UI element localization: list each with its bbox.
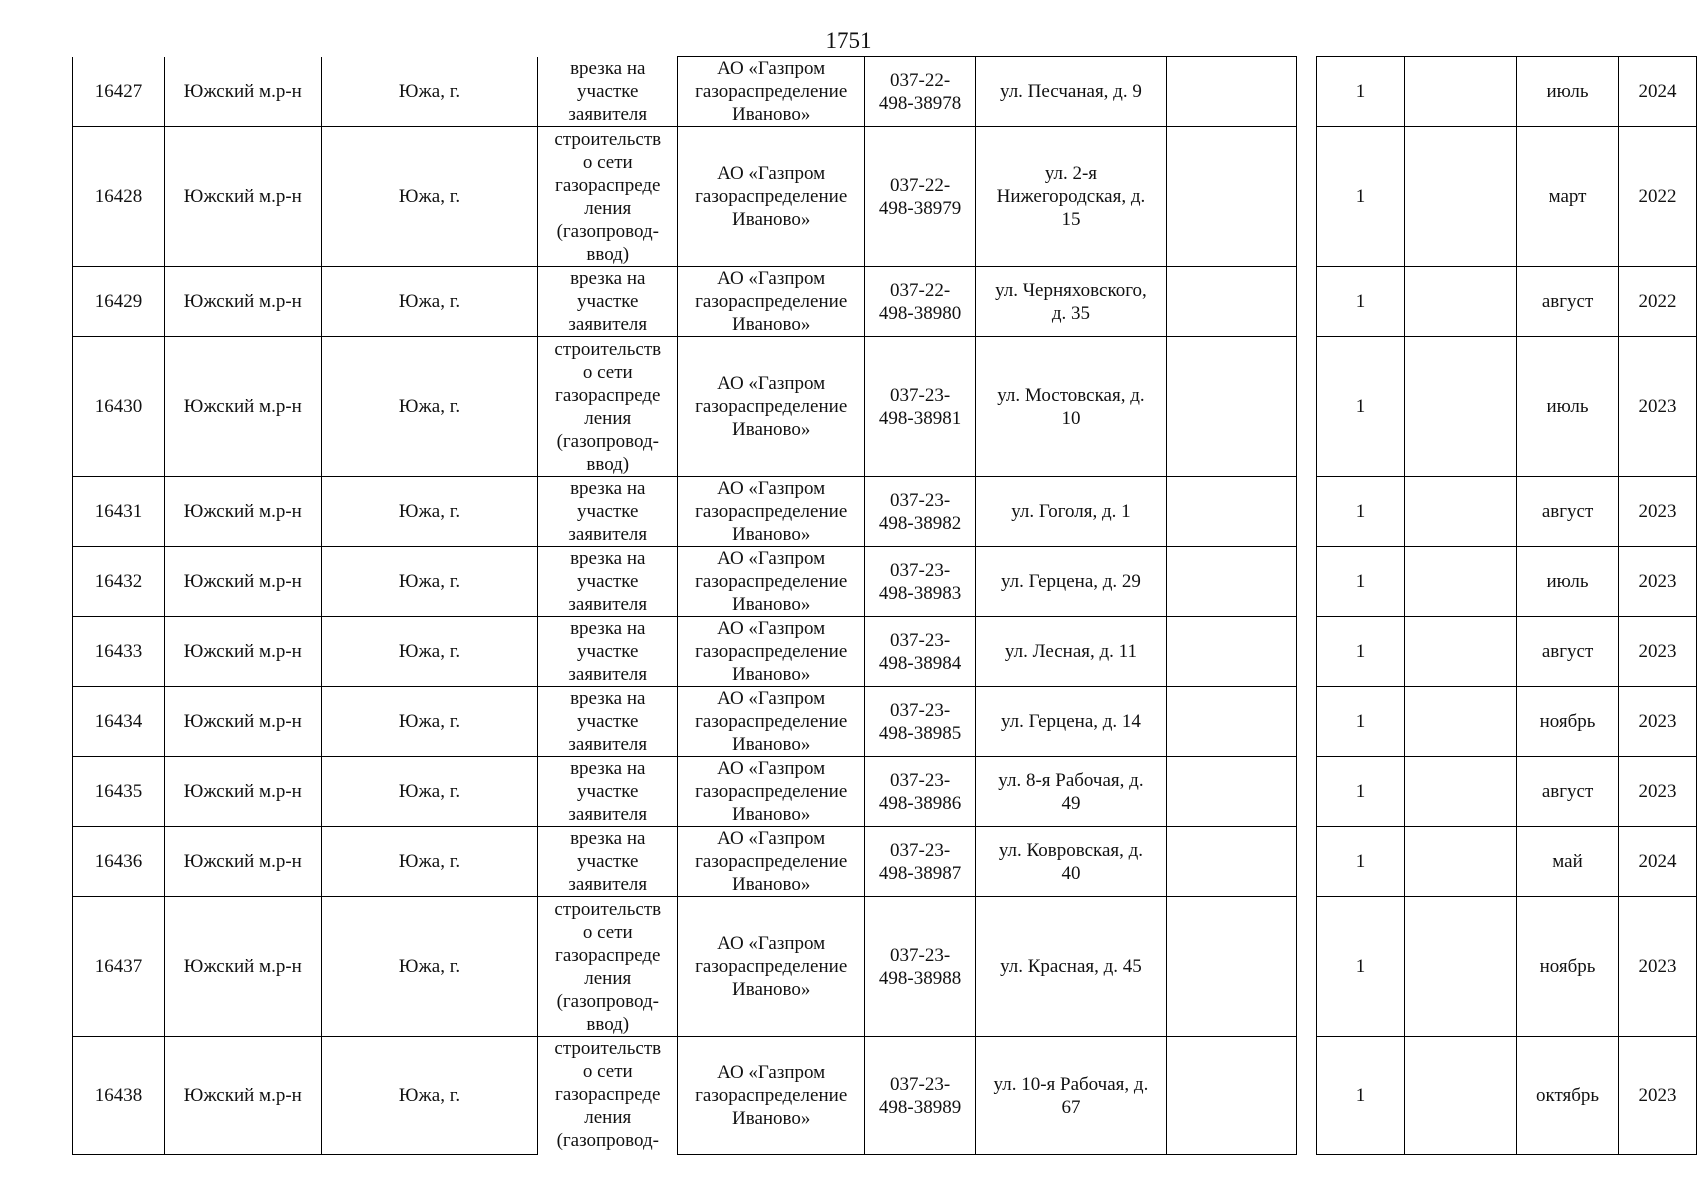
- month-cell: [1517, 687, 1619, 757]
- work-type-text: строительств о сети газораспреде ления (газопровод- ввод): [554, 338, 662, 475]
- application-code-cell: [865, 687, 976, 757]
- year-cell: [1619, 617, 1697, 687]
- empty-cell: [1166, 547, 1296, 617]
- year-text: 2023: [1638, 1085, 1677, 1106]
- locality-cell: [321, 267, 538, 337]
- year-text: 2023: [1638, 501, 1677, 522]
- empty-cell: [1405, 337, 1517, 477]
- work-type-cell: [538, 127, 678, 267]
- organization-cell: [678, 337, 865, 477]
- row-number-text: 16434: [94, 711, 143, 732]
- table-row: [73, 57, 1697, 127]
- locality-text: Южа, г.: [398, 781, 461, 802]
- application-code-cell: [865, 337, 976, 477]
- row-number-cell: [73, 687, 165, 757]
- address-cell: [976, 57, 1167, 127]
- year-cell: [1619, 127, 1697, 267]
- organization-text: АО «Газпром газораспределение Иваново»: [695, 688, 848, 755]
- table-row: [73, 687, 1697, 757]
- quantity-cell: [1316, 687, 1405, 757]
- organization-cell: [678, 687, 865, 757]
- column-gap: [1296, 337, 1316, 477]
- organization-text: АО «Газпром газораспределение Иваново»: [695, 548, 848, 615]
- year-text: 2022: [1638, 186, 1677, 207]
- empty-cell: [1405, 127, 1517, 267]
- month-text: ноябрь: [1539, 956, 1596, 977]
- work-type-cell: [538, 897, 678, 1037]
- application-code-text: 037-22- 498-38978: [878, 69, 962, 114]
- work-type-cell: [538, 547, 678, 617]
- organization-cell: [678, 897, 865, 1037]
- empty-cell: [1166, 337, 1296, 477]
- month-text: август: [1541, 641, 1594, 662]
- quantity-text: 1: [1355, 641, 1366, 662]
- locality-text: Южа, г.: [398, 711, 461, 732]
- district-cell: [164, 617, 321, 687]
- organization-cell: [678, 547, 865, 617]
- empty-cell: [1405, 477, 1517, 547]
- address-text: ул. 2-я Нижегородская, д. 15: [996, 163, 1146, 230]
- quantity-text: 1: [1355, 1085, 1366, 1106]
- district-cell: [164, 757, 321, 827]
- month-text: октябрь: [1535, 1085, 1600, 1106]
- column-gap: [1296, 127, 1316, 267]
- month-text: август: [1541, 501, 1594, 522]
- quantity-text: 1: [1355, 851, 1366, 872]
- locality-cell: [321, 477, 538, 547]
- month-text: август: [1541, 781, 1594, 802]
- work-type-cell: [538, 337, 678, 477]
- application-code-cell: [865, 757, 976, 827]
- locality-text: Южа, г.: [398, 80, 461, 102]
- district-text: Южский м.р-н: [183, 186, 302, 207]
- month-text: май: [1552, 851, 1583, 872]
- quantity-cell: [1316, 757, 1405, 827]
- row-number-text: 16431: [94, 501, 143, 522]
- address-text: ул. 10-я Рабочая, д. 67: [993, 1073, 1149, 1118]
- quantity-cell: [1316, 127, 1405, 267]
- organization-text: АО «Газпром газораспределение Иваново»: [695, 1062, 848, 1129]
- row-number-cell: [73, 477, 165, 547]
- row-number-text: 16428: [94, 186, 143, 207]
- column-gap: [1296, 477, 1316, 547]
- work-type-text: врезка на участке заявителя: [568, 618, 648, 685]
- month-text: июль: [1546, 396, 1589, 417]
- organization-cell: [678, 1037, 865, 1155]
- empty-cell: [1166, 617, 1296, 687]
- quantity-text: 1: [1355, 571, 1366, 592]
- row-number-cell: [73, 127, 165, 267]
- application-code-cell: [865, 267, 976, 337]
- year-cell: [1619, 827, 1697, 897]
- page-number: 1751: [825, 28, 872, 53]
- empty-cell: [1166, 57, 1296, 127]
- column-gap: [1296, 687, 1316, 757]
- address-cell: [976, 757, 1167, 827]
- row-number-text: 16429: [94, 291, 143, 312]
- application-code-text: 037-23- 498-38985: [878, 699, 962, 744]
- address-text: ул. Ковровская, д. 40: [998, 839, 1144, 884]
- year-text: 2023: [1638, 571, 1677, 592]
- application-code-text: 037-23- 498-38988: [878, 944, 962, 989]
- district-text: Южский м.р-н: [183, 781, 302, 802]
- address-cell: [976, 1037, 1167, 1155]
- table-body: [73, 57, 1697, 1155]
- column-gap: [1296, 827, 1316, 897]
- address-cell: [976, 897, 1167, 1037]
- empty-cell: [1405, 757, 1517, 827]
- district-cell: [164, 827, 321, 897]
- quantity-text: 1: [1355, 396, 1366, 417]
- district-text: Южский м.р-н: [183, 80, 302, 102]
- district-cell: [164, 57, 321, 127]
- work-type-cell: [538, 267, 678, 337]
- year-cell: [1619, 337, 1697, 477]
- row-number-cell: [73, 617, 165, 687]
- month-cell: [1517, 57, 1619, 127]
- empty-cell: [1405, 687, 1517, 757]
- application-code-text: 037-23- 498-38982: [878, 489, 962, 534]
- month-cell: [1517, 617, 1619, 687]
- month-cell: [1517, 897, 1619, 1037]
- empty-cell: [1166, 1037, 1296, 1155]
- quantity-text: 1: [1355, 501, 1366, 522]
- application-code-text: 037-23- 498-38986: [878, 769, 962, 814]
- row-number-text: 16438: [94, 1085, 143, 1106]
- application-code-text: 037-22- 498-38979: [878, 174, 962, 219]
- address-text: ул. Герцена, д. 29: [1000, 571, 1141, 592]
- year-cell: [1619, 477, 1697, 547]
- month-text: июль: [1546, 81, 1589, 102]
- work-type-text: врезка на участке заявителя: [568, 268, 648, 335]
- district-cell: [164, 477, 321, 547]
- organization-cell: [678, 617, 865, 687]
- application-code-cell: [865, 1037, 976, 1155]
- organization-cell: [678, 267, 865, 337]
- month-text: март: [1548, 186, 1587, 207]
- year-text: 2024: [1638, 851, 1677, 872]
- locality-text: Южа, г.: [398, 1085, 461, 1106]
- row-number-cell: [73, 897, 165, 1037]
- district-cell: [164, 337, 321, 477]
- quantity-text: 1: [1355, 186, 1366, 207]
- work-type-cell: [538, 57, 678, 127]
- year-text: 2023: [1638, 711, 1677, 732]
- district-text: Южский м.р-н: [183, 501, 302, 522]
- empty-cell: [1166, 267, 1296, 337]
- table-row: [73, 1037, 1697, 1155]
- quantity-cell: [1316, 547, 1405, 617]
- empty-cell: [1166, 827, 1296, 897]
- month-cell: [1517, 547, 1619, 617]
- district-cell: [164, 547, 321, 617]
- column-gap: [1296, 757, 1316, 827]
- organization-cell: [678, 127, 865, 267]
- application-code-text: 037-22- 498-38980: [878, 279, 962, 324]
- district-cell: [164, 687, 321, 757]
- month-text: июль: [1546, 571, 1589, 592]
- locality-text: Южа, г.: [398, 641, 461, 662]
- empty-cell: [1166, 757, 1296, 827]
- district-text: Южский м.р-н: [183, 956, 302, 977]
- year-cell: [1619, 547, 1697, 617]
- quantity-cell: [1316, 477, 1405, 547]
- quantity-cell: [1316, 267, 1405, 337]
- work-type-text: строительств о сети газораспреде ления (газопровод- ввод): [554, 128, 662, 265]
- month-cell: [1517, 127, 1619, 267]
- address-cell: [976, 267, 1167, 337]
- row-number-text: 16437: [94, 956, 143, 977]
- organization-text: АО «Газпром газораспределение Иваново»: [695, 163, 848, 230]
- organization-text: АО «Газпром газораспределение Иваново»: [695, 373, 848, 440]
- locality-cell: [321, 337, 538, 477]
- work-type-text: врезка на участке заявителя: [568, 548, 648, 615]
- table-row: [73, 547, 1697, 617]
- year-cell: [1619, 57, 1697, 127]
- address-text: ул. Черняховского, д. 35: [995, 279, 1147, 324]
- empty-cell: [1405, 827, 1517, 897]
- locality-cell: [321, 827, 538, 897]
- locality-cell: [321, 57, 538, 127]
- empty-cell: [1166, 127, 1296, 267]
- month-cell: [1517, 267, 1619, 337]
- work-type-text: врезка на участке заявителя: [568, 758, 648, 825]
- work-type-text: врезка на участке заявителя: [568, 57, 648, 125]
- year-cell: [1619, 897, 1697, 1037]
- column-gap: [1296, 267, 1316, 337]
- application-code-cell: [865, 827, 976, 897]
- year-cell: [1619, 267, 1697, 337]
- locality-text: Южа, г.: [398, 851, 461, 872]
- district-cell: [164, 127, 321, 267]
- table-row: [73, 477, 1697, 547]
- locality-text: Южа, г.: [398, 571, 461, 592]
- year-text: 2024: [1638, 81, 1677, 102]
- work-type-text: врезка на участке заявителя: [568, 828, 648, 895]
- application-code-cell: [865, 897, 976, 1037]
- year-cell: [1619, 687, 1697, 757]
- district-cell: [164, 267, 321, 337]
- empty-cell: [1166, 687, 1296, 757]
- table-row: [73, 337, 1697, 477]
- application-code-cell: [865, 547, 976, 617]
- quantity-text: 1: [1355, 956, 1366, 977]
- column-gap: [1296, 57, 1316, 127]
- address-cell: [976, 547, 1167, 617]
- year-text: 2023: [1638, 396, 1677, 417]
- locality-cell: [321, 897, 538, 1037]
- month-cell: [1517, 477, 1619, 547]
- address-text: ул. Герцена, д. 14: [1000, 711, 1141, 732]
- month-cell: [1517, 1037, 1619, 1155]
- year-text: 2023: [1638, 956, 1677, 977]
- address-cell: [976, 127, 1167, 267]
- organization-text: АО «Газпром газораспределение Иваново»: [695, 618, 848, 685]
- empty-cell: [1405, 1037, 1517, 1155]
- empty-cell: [1405, 897, 1517, 1037]
- empty-cell: [1405, 617, 1517, 687]
- organization-text: АО «Газпром газораспределение Иваново»: [695, 478, 848, 545]
- organization-text: АО «Газпром газораспределение Иваново»: [695, 933, 848, 1000]
- work-type-text: врезка на участке заявителя: [568, 478, 648, 545]
- month-text: ноябрь: [1539, 711, 1596, 732]
- row-number-text: 16432: [94, 571, 143, 592]
- locality-cell: [321, 1037, 538, 1155]
- table-row: [73, 617, 1697, 687]
- locality-text: Южа, г.: [398, 291, 461, 312]
- quantity-cell: [1316, 617, 1405, 687]
- application-code-text: 037-23- 498-38989: [878, 1073, 962, 1118]
- application-code-cell: [865, 57, 976, 127]
- application-code-text: 037-23- 498-38984: [878, 629, 962, 674]
- row-number-cell: [73, 547, 165, 617]
- quantity-cell: [1316, 827, 1405, 897]
- row-number-text: 16433: [94, 641, 143, 662]
- address-text: ул. Лесная, д. 11: [1004, 641, 1137, 662]
- application-code-text: 037-23- 498-38981: [878, 384, 962, 429]
- work-type-cell: [538, 687, 678, 757]
- organization-cell: [678, 477, 865, 547]
- row-number-cell: [73, 1037, 165, 1155]
- application-code-cell: [865, 477, 976, 547]
- organization-cell: [678, 827, 865, 897]
- quantity-text: 1: [1355, 81, 1366, 102]
- quantity-cell: [1316, 897, 1405, 1037]
- locality-cell: [321, 757, 538, 827]
- locality-cell: [321, 127, 538, 267]
- row-number-text: 16430: [94, 396, 143, 417]
- address-cell: [976, 617, 1167, 687]
- quantity-cell: [1316, 57, 1405, 127]
- table-row: [73, 897, 1697, 1037]
- month-text: август: [1541, 291, 1594, 312]
- year-text: 2023: [1638, 781, 1677, 802]
- year-text: 2023: [1638, 641, 1677, 662]
- empty-cell: [1166, 477, 1296, 547]
- work-type-text: строительств о сети газораспреде ления (газопровод- ввод): [554, 898, 662, 1035]
- address-text: ул. Песчаная, д. 9: [1000, 81, 1142, 102]
- empty-cell: [1405, 57, 1517, 127]
- work-type-cell: [538, 617, 678, 687]
- quantity-text: 1: [1355, 781, 1366, 802]
- work-type-text: строительств о сети газораспреде ления (газопровод-: [554, 1038, 662, 1151]
- address-cell: [976, 337, 1167, 477]
- address-text: ул. Гоголя, д. 1: [1011, 501, 1131, 522]
- row-number-text: 16436: [94, 851, 143, 872]
- district-text: Южский м.р-н: [183, 851, 302, 872]
- registry-table: [72, 56, 1697, 1155]
- month-cell: [1517, 757, 1619, 827]
- district-text: Южский м.р-н: [183, 711, 302, 732]
- row-number-cell: [73, 337, 165, 477]
- row-number-cell: [73, 757, 165, 827]
- table-row: [73, 267, 1697, 337]
- row-number-cell: [73, 57, 165, 127]
- district-text: Южский м.р-н: [183, 571, 302, 592]
- month-cell: [1517, 827, 1619, 897]
- organization-text: АО «Газпром газораспределение Иваново»: [695, 268, 848, 335]
- locality-cell: [321, 687, 538, 757]
- year-cell: [1619, 757, 1697, 827]
- row-number-text: 16435: [94, 781, 143, 802]
- quantity-text: 1: [1355, 711, 1366, 732]
- work-type-cell: [538, 1037, 678, 1155]
- application-code-cell: [865, 617, 976, 687]
- row-number-text: 16427: [94, 80, 143, 102]
- year-text: 2022: [1638, 291, 1677, 312]
- address-cell: [976, 477, 1167, 547]
- locality-text: Южа, г.: [398, 956, 461, 977]
- locality-text: Южа, г.: [398, 501, 461, 522]
- district-text: Южский м.р-н: [183, 641, 302, 662]
- table-row: [73, 757, 1697, 827]
- month-cell: [1517, 337, 1619, 477]
- locality-cell: [321, 617, 538, 687]
- column-gap: [1296, 897, 1316, 1037]
- application-code-cell: [865, 127, 976, 267]
- address-text: ул. Мостовская, д. 10: [997, 384, 1145, 429]
- address-cell: [976, 687, 1167, 757]
- quantity-cell: [1316, 337, 1405, 477]
- row-number-cell: [73, 827, 165, 897]
- work-type-cell: [538, 827, 678, 897]
- table-row: [73, 127, 1697, 267]
- locality-text: Южа, г.: [398, 396, 461, 417]
- column-gap: [1296, 617, 1316, 687]
- quantity-text: 1: [1355, 291, 1366, 312]
- table-row: [73, 827, 1697, 897]
- organization-cell: [678, 757, 865, 827]
- locality-text: Южа, г.: [398, 186, 461, 207]
- district-cell: [164, 897, 321, 1037]
- quantity-cell: [1316, 1037, 1405, 1155]
- address-cell: [976, 827, 1167, 897]
- organization-text: АО «Газпром газораспределение Иваново»: [695, 758, 848, 825]
- district-cell: [164, 1037, 321, 1155]
- address-text: ул. Красная, д. 45: [1000, 956, 1142, 977]
- empty-cell: [1405, 547, 1517, 617]
- empty-cell: [1405, 267, 1517, 337]
- application-code-text: 037-23- 498-38987: [878, 839, 962, 884]
- application-code-text: 037-23- 498-38983: [878, 559, 962, 604]
- district-text: Южский м.р-н: [183, 291, 302, 312]
- organization-cell: [678, 57, 865, 127]
- work-type-cell: [538, 477, 678, 547]
- district-text: Южский м.р-н: [183, 396, 302, 417]
- work-type-cell: [538, 757, 678, 827]
- row-number-cell: [73, 267, 165, 337]
- district-text: Южский м.р-н: [183, 1085, 302, 1106]
- work-type-text: врезка на участке заявителя: [568, 688, 648, 755]
- empty-cell: [1166, 897, 1296, 1037]
- column-gap: [1296, 547, 1316, 617]
- organization-text: АО «Газпром газораспределение Иваново»: [695, 58, 848, 125]
- locality-cell: [321, 547, 538, 617]
- column-gap: [1296, 1037, 1316, 1155]
- organization-text: АО «Газпром газораспределение Иваново»: [695, 828, 848, 895]
- address-text: ул. 8-я Рабочая, д. 49: [998, 769, 1144, 814]
- year-cell: [1619, 1037, 1697, 1155]
